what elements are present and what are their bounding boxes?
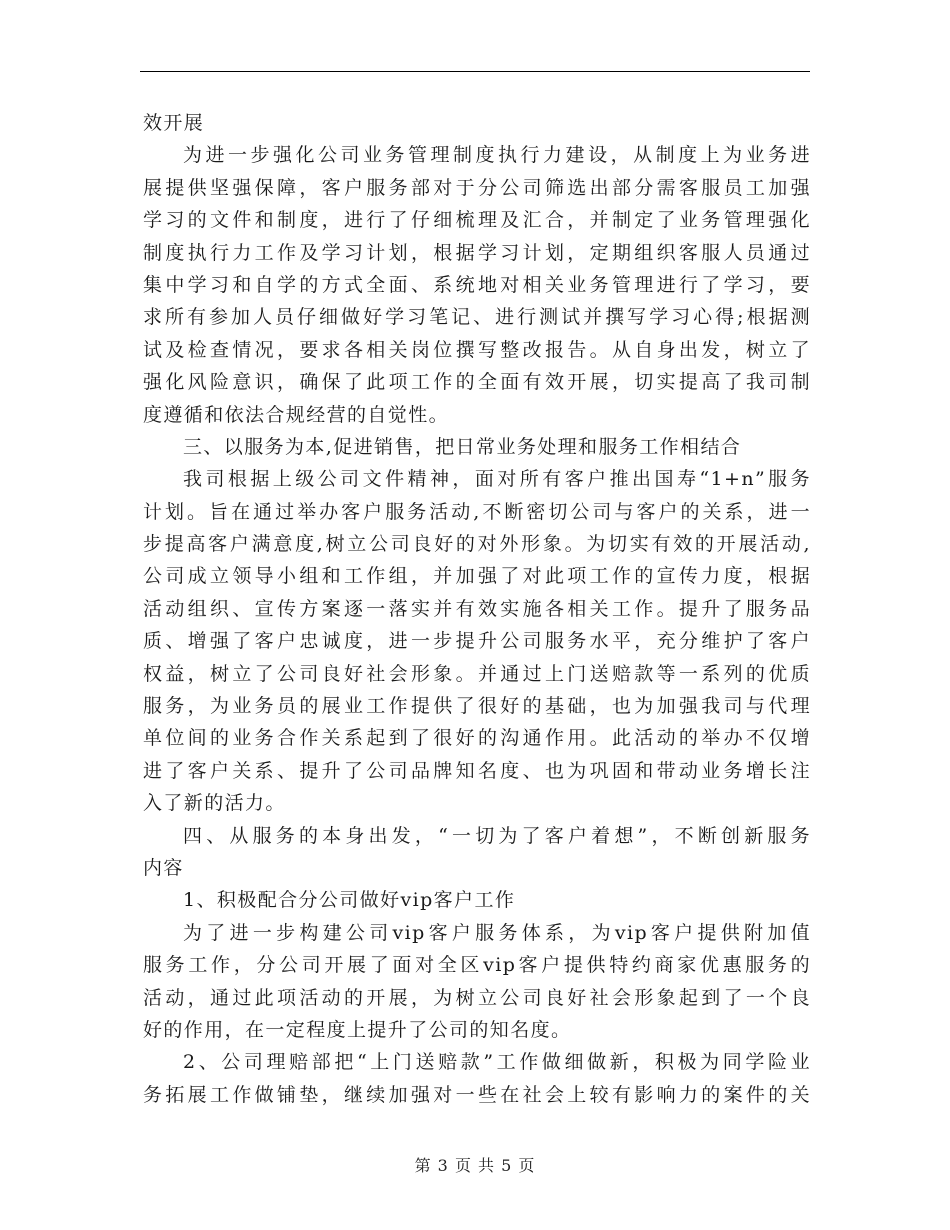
text-line: 质、增强了客户忠诚度，进一步提升公司服务水平，充分维护了客户 xyxy=(143,630,811,653)
text-line: 度遵循和依法合规经营的自觉性。 xyxy=(143,403,450,426)
text-line: 务拓展工作做铺垫，继续加强对一些在社会上较有影响力的案件的关 xyxy=(143,1083,811,1106)
text-line: 效开展 xyxy=(143,112,205,134)
text-line: 1、积极配合分公司做好vip客户工作 xyxy=(183,889,516,912)
text-line: 步提高客户满意度,树立公司良好的对外形象。为切实有效的开展活动, xyxy=(143,533,811,556)
text-line: 入了新的活力。 xyxy=(143,792,286,815)
text-line: 服务，为业务员的展业工作提供了很好的基础，也为加强我司与代理 xyxy=(143,695,811,718)
text-line: 展提供坚强保障，客户服务部对于分公司筛选出部分需客服员工加强 xyxy=(143,176,811,199)
text-line: 进了客户关系、提升了公司品牌知名度、也为巩固和带动业务增长注 xyxy=(143,759,811,782)
text-line: 计划。旨在通过举办客户服务活动,不断密切公司与客户的关系，进一 xyxy=(143,500,811,523)
text-line: 为进一步强化公司业务管理制度执行力建设，从制度上为业务进 xyxy=(183,144,811,167)
text-line: 活动，通过此项活动的开展，为树立公司良好社会形象起到了一个良 xyxy=(143,986,811,1009)
text-line: 强化风险意识，确保了此项工作的全面有效开展，切实提高了我司制 xyxy=(143,371,811,394)
text-line: 集中学习和自学的方式全面、系统地对相关业务管理进行了学习，要 xyxy=(143,273,811,296)
header-rule xyxy=(140,71,810,72)
page-footer: 第 3 页 共 5 页 xyxy=(414,1156,536,1175)
text-line: 服务工作，分公司开展了面对全区vip客户提供特约商家优惠服务的 xyxy=(143,954,811,977)
text-line: 求所有参加人员仔细做好学习笔记、进行测试并撰写学习心得;根据测 xyxy=(143,306,811,329)
text-line: 三、以服务为本,促进销售，把日常业务处理和服务工作相结合 xyxy=(183,435,742,458)
text-line: 权益，树立了公司良好社会形象。并通过上门送赔款等一系列的优质 xyxy=(143,662,811,685)
text-line: 四、从服务的本身出发，“一切为了客户着想”，不断创新服务 xyxy=(183,824,811,847)
text-line: 2、公司理赔部把“上门送赔款”工作做细做新，积极为同学险业 xyxy=(183,1051,811,1074)
text-line: 单位间的业务合作关系起到了很好的沟通作用。此活动的举办不仅增 xyxy=(143,727,811,750)
text-line: 内容 xyxy=(143,856,184,879)
text-line: 我司根据上级公司文件精神，面对所有客户推出国寿“1+n”服务 xyxy=(183,468,811,491)
text-line: 好的作用，在一定程度上提升了公司的知名度。 xyxy=(143,1018,572,1041)
text-line: 活动组织、宣传方案逐一落实并有效实施各相关工作。提升了服务品 xyxy=(143,597,811,620)
text-line: 学习的文件和制度，进行了仔细梳理及汇合，并制定了业务管理强化 xyxy=(143,209,811,232)
text-line: 制度执行力工作及学习计划，根据学习计划，定期组织客服人员通过 xyxy=(143,241,811,264)
document-body xyxy=(143,107,811,1111)
text-line: 公司成立领导小组和工作组，并加强了对此项工作的宣传力度，根据 xyxy=(143,565,811,588)
text-line: 试及检查情况，要求各相关岗位撰写整改报告。从自身出发，树立了 xyxy=(143,338,811,361)
text-line: 为了进一步构建公司vip客户服务体系，为vip客户提供附加值 xyxy=(183,921,811,944)
